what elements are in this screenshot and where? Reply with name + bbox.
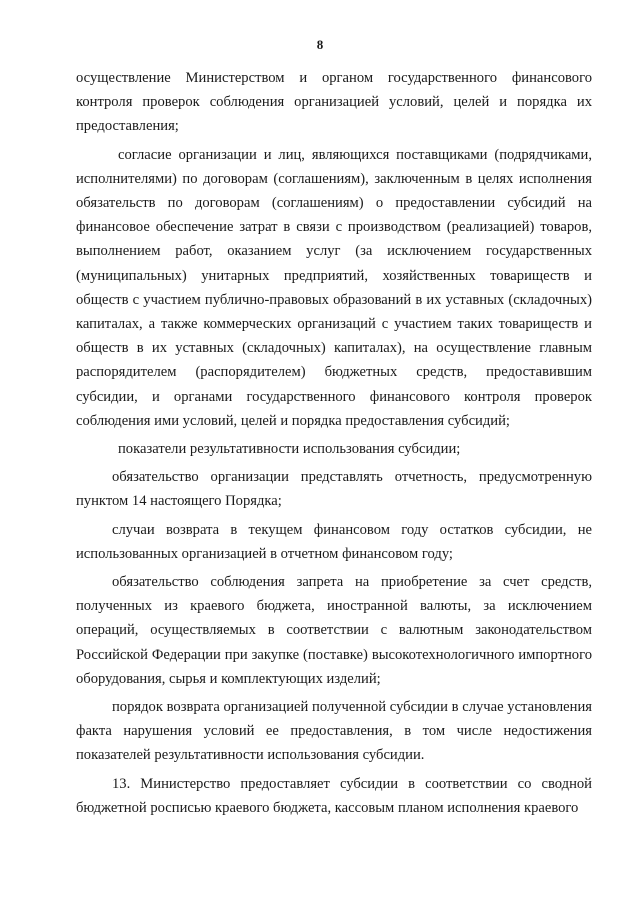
paragraph-reporting-obligation: обязательство организации представлять отчетность, предусмотренную пунктом 14 настоящего Порядка;	[76, 469, 592, 510]
paragraph-inspection-consent-continued: осуществление Министерством и органом государственного финансового контроля проверок соблюдения организацией условий, целей и порядка их предоставления;	[76, 70, 592, 135]
paragraph-remainder-return: случаи возврата в текущем финансовом году остатков субсидии, не использованных организацией в отчетном финансовом году;	[76, 521, 592, 562]
paragraph-currency-prohibition: обязательство соблюдения запрета на приобретение за счет средств, полученных из краевого бюджета, иностранной валюты, за исключением операций, осуществляемых в соответствии с валютным законодательством Российской Федерации при закупке (поставке) высокотехнологичного импортного оборудования, сырья и комплектующих изделий;	[76, 574, 592, 687]
paragraph-section-13: 13. Министерство предоставляет субсидии в соответствии со сводной бюджетной росписью краевого бюджета, кассовым планом исполнения краевого	[76, 775, 592, 816]
page-number: 8	[316, 37, 324, 52]
paragraph-suppliers-consent: согласие организации и лиц, являющихся поставщиками (подрядчиками, исполнителями) по договорам (соглашениям), заключенным в целях исполнения обязательств по договорам (соглашениям) о предоставлении субсидий на финансовое обеспечение затрат в связи с производством (реализацией) товаров, выполнением работ, оказанием услуг (за исключением государственных (муниципальных) унитарных предприятий, хозяйственных товариществ и обществ с участием публично-правовых образований в их уставных (складочных) капиталах, а также коммерческих организаций с участием таких товариществ и обществ в их уставных (складочных) капиталах), на осуществление главным распорядителем (распорядителем) бюджетных средств, предоставившим субсидии, и органами государственного финансового контроля проверок соблюдения ими условий, целей и порядка предоставления субсидий;	[76, 146, 592, 429]
paragraph-performance-indicators: показатели результативности использования субсидии;	[118, 441, 461, 458]
paragraph-return-procedure: порядок возврата организацией полученной субсидии в случае установления факта нарушения условий ее предоставления, в том числе недостижения показателей результативности использования субсидии.	[76, 699, 592, 764]
document-body	[76, 66, 592, 824]
